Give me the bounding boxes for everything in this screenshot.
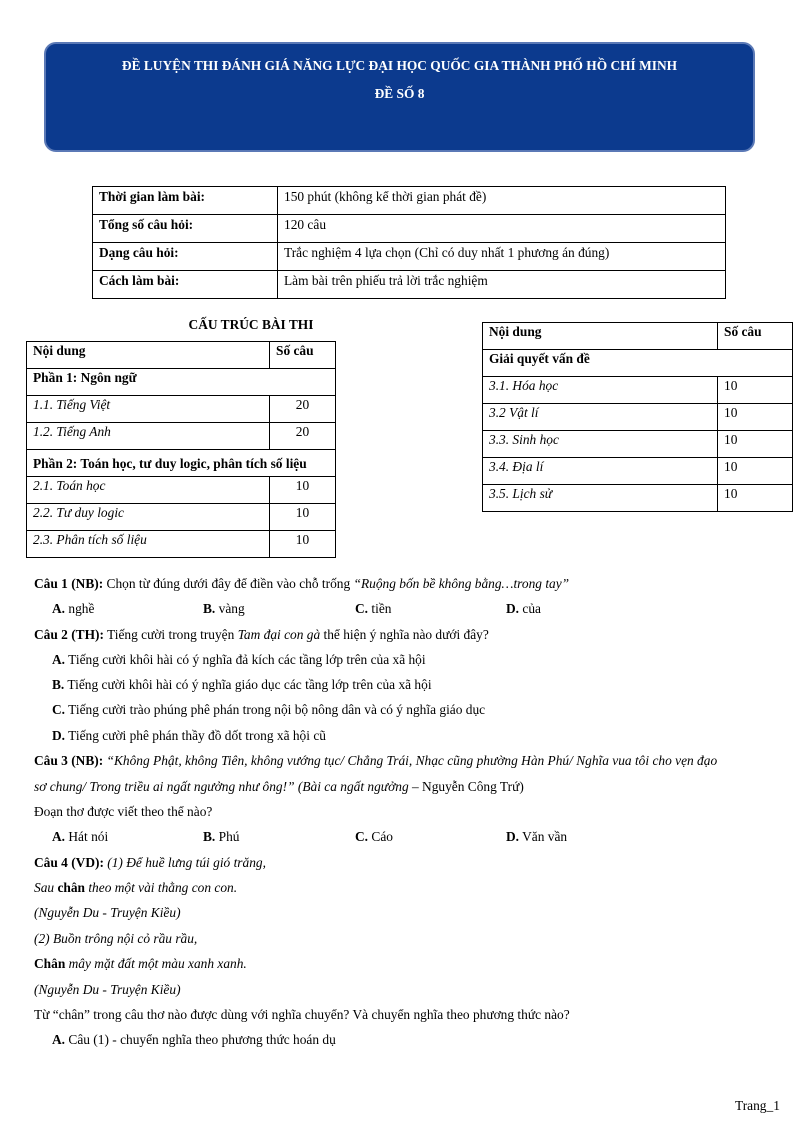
table-row: 3.5. Lịch sử 10 xyxy=(483,485,793,512)
table-row: 2.3. Phân tích số liệu 10 xyxy=(27,531,336,558)
table-row: 2.2. Tư duy logic 10 xyxy=(27,504,336,531)
table-row: 2.1. Toán học 10 xyxy=(27,477,336,504)
q3-option-d[interactable]: D. Văn vần xyxy=(506,829,568,844)
q4-option-a[interactable]: A. Câu (1) - chuyển nghĩa theo phương thức hoán dụ xyxy=(52,1032,336,1047)
q3-option-c[interactable]: C. Cáo xyxy=(355,829,393,844)
q2-option-b[interactable]: B. Tiếng cười khôi hài có ý nghĩa giáo dục các tầng lớp trên của xã hội xyxy=(52,677,432,692)
page-number: Trang_1 xyxy=(735,1098,780,1113)
table-row: 3.3. Sinh học 10 xyxy=(483,431,793,458)
question-4: Câu 4 (VD): (1) Để huề lưng túi gió trăng, xyxy=(34,855,266,870)
table-row: 1.1. Tiếng Việt 20 xyxy=(27,396,336,423)
question-3: Câu 3 (NB): “Không Phật, không Tiên, không vướng tục/ Chẳng Trái, Nhạc cũng phường Hàn Phú/ Nghĩa vua tôi cho vẹn đạo xyxy=(34,753,718,768)
q1-option-b[interactable]: B. vàng xyxy=(203,601,245,616)
table-row: 3.2 Vật lí 10 xyxy=(483,404,793,431)
poem-source: (Nguyễn Du - Truyện Kiều) xyxy=(34,982,181,997)
exam-number: ĐỀ SỐ 8 xyxy=(374,86,425,101)
poem-source: (Nguyễn Du - Truyện Kiều) xyxy=(34,905,181,920)
table-row: 3.1. Hóa học 10 xyxy=(483,377,793,404)
table-header: Nội dung Số câu xyxy=(483,323,793,350)
structure-table-1 xyxy=(26,341,336,558)
question-3-cont: sơ chung/ Trong triều ai ngất ngưởng như ông!” (Bài ca ngất ngưởng – Nguyễn Công Trứ) xyxy=(34,779,524,794)
structure-title: CẤU TRÚC BÀI THI xyxy=(188,317,314,332)
q3-option-b[interactable]: B. Phú xyxy=(203,829,240,844)
exam-info-table xyxy=(92,186,726,299)
section-row: Giải quyết vấn đề xyxy=(483,350,793,377)
q1-option-a[interactable]: A. nghề xyxy=(52,601,95,616)
q2-option-c[interactable]: C. Tiếng cười trào phúng phê phán trong nội bộ nông dân và có ý nghĩa giáo dục xyxy=(52,702,486,717)
section-row: Phần 1: Ngôn ngữ xyxy=(27,369,336,396)
table-row: 3.4. Địa lí 10 xyxy=(483,458,793,485)
q1-option-c[interactable]: C. tiền xyxy=(355,601,392,616)
poem-line: (2) Buồn trông nội cỏ rầu rầu, xyxy=(34,931,198,946)
question-4-ask: Từ “chân” trong câu thơ nào được dùng với nghĩa chuyển? Và chuyển nghĩa theo phương thức nào? xyxy=(34,1007,570,1022)
poem-line: Chân mây mặt đất một màu xanh xanh. xyxy=(34,956,247,971)
question-1: Câu 1 (NB): Chọn từ đúng dưới đây để điền vào chỗ trống “Ruộng bốn bề không bằng…trong tay” xyxy=(34,576,570,591)
table-header: Nội dung Số câu xyxy=(27,342,336,369)
table-row: Dạng câu hỏi: Trắc nghiệm 4 lựa chọn (Chỉ có duy nhất 1 phương án đúng) xyxy=(93,243,726,271)
poem-line: Sau chân theo một vài thằng con con. xyxy=(34,880,238,895)
table-row: Cách làm bài: Làm bài trên phiếu trả lời trắc nghiệm xyxy=(93,271,726,299)
q1-option-d[interactable]: D. của xyxy=(506,601,541,616)
exam-title: ĐỀ LUYỆN THI ĐÁNH GIÁ NĂNG LỰC ĐẠI HỌC QUỐC GIA THÀNH PHỐ HỒ CHÍ MINH xyxy=(121,58,678,73)
table-row: Thời gian làm bài: 150 phút (không kể thời gian phát đề) xyxy=(93,187,726,215)
question-2: Câu 2 (TH): Tiếng cười trong truyện Tam đại con gà thể hiện ý nghĩa nào dưới đây? xyxy=(34,627,489,642)
header-banner xyxy=(44,42,755,152)
table-row: Tổng số câu hỏi: 120 câu xyxy=(93,215,726,243)
question-3-ask: Đoạn thơ được viết theo thể nào? xyxy=(34,804,213,819)
structure-table-2 xyxy=(482,322,793,512)
q3-option-a[interactable]: A. Hát nói xyxy=(52,829,109,844)
q2-option-d[interactable]: D. Tiếng cười phê phán thầy đồ dốt trong xã hội cũ xyxy=(52,728,326,743)
q2-option-a[interactable]: A. Tiếng cười khôi hài có ý nghĩa đả kích các tầng lớp trên của xã hội xyxy=(52,652,426,667)
section-row: Phần 2: Toán học, tư duy logic, phân tích số liệu xyxy=(27,450,336,477)
table-row: 1.2. Tiếng Anh 20 xyxy=(27,423,336,450)
